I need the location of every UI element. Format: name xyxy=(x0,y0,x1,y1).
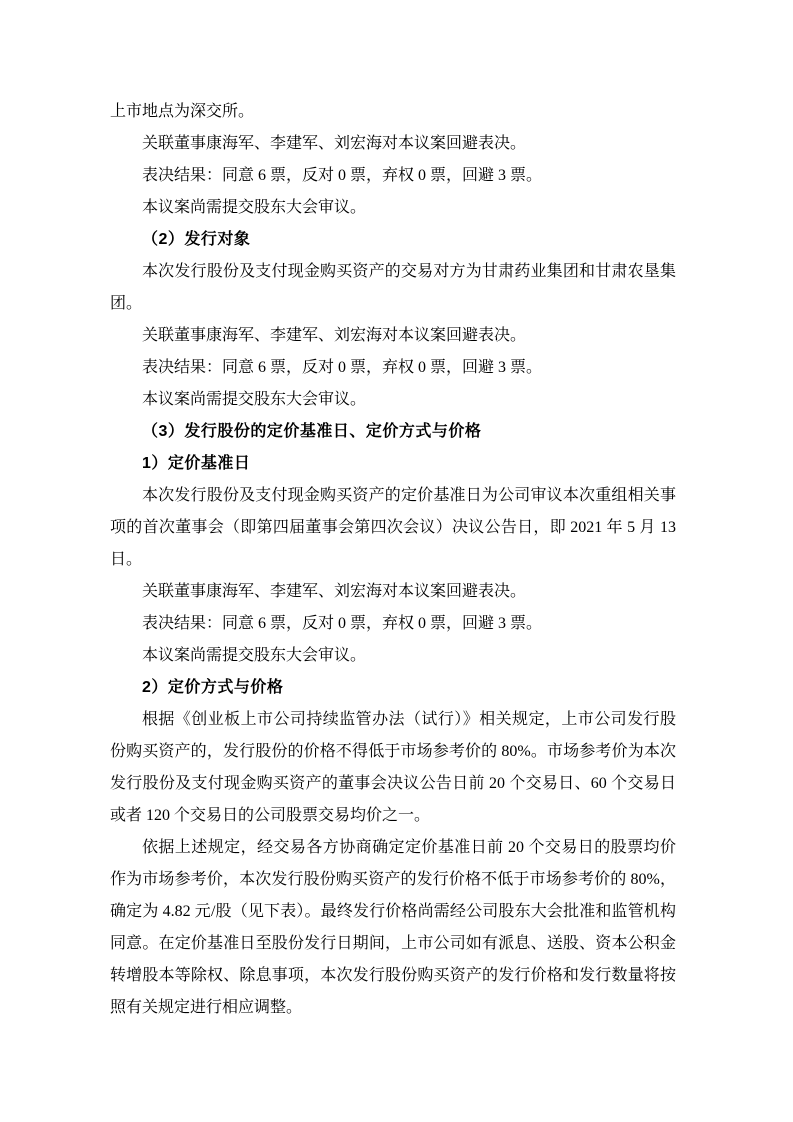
heading-pricing-method: 2）定价方式与价格 xyxy=(142,679,284,696)
para-pricing-base-date-detail: 本次发行股份及支付现金购买资产的定价基准日为公司审议本次重组相关事项的首次董事会（即第四届董事会第四次会议）决议公告日，即 2021 年 5 月 13 日。 xyxy=(110,487,676,568)
para-directors-abstention-3: 关联董事康海军、李建军、刘宏海对本议案回避表决。 xyxy=(142,583,527,600)
para-pricing-method-rules: 根据《创业板上市公司持续监管办法（试行）》相关规定，上市公司发行股份购买资产的，发行股份的价格不得低于市场参考价的 80%。市场参考价为本次发行股份及支付现金购买资产的董事会决议公告日前 20 个交易日、60 个交易日或者 120 个交易日的公司股票交易均价之一。 xyxy=(110,711,676,824)
para-issue-targets-detail: 本次发行股份及支付现金购买资产的交易对方为甘肃药业集团和甘肃农垦集团。 xyxy=(110,263,676,312)
heading-pricing-base-date: 1）定价基准日 xyxy=(142,455,251,472)
para-directors-abstention-1: 关联董事康海军、李建军、刘宏海对本议案回避表决。 xyxy=(142,135,527,152)
para-shareholder-meeting-review-1: 本议案尚需提交股东大会审议。 xyxy=(142,199,367,216)
para-shareholder-meeting-review-3: 本议案尚需提交股东大会审议。 xyxy=(142,647,367,664)
para-directors-abstention-2: 关联董事康海军、李建军、刘宏海对本议案回避表决。 xyxy=(142,327,527,344)
heading-issue-targets: （2）发行对象 xyxy=(142,231,251,248)
para-vote-result-3: 表决结果：同意 6 票，反对 0 票，弃权 0 票，回避 3 票。 xyxy=(142,615,543,632)
para-pricing-determination: 依据上述规定，经交易各方协商确定定价基准日前 20 个交易日的股票均价作为市场参考价，本次发行股份购买资产的发行价格不低于市场参考价的 80%，确定为 4.82 元/股（见下表）。最终发行价格尚需经公司股东大会批准和监管机构同意。在定价基准日至股份发行日期间，上市公司如有派息、送股、资本公积金转增股本等除权、除息事项，本次发行股份购买资产的发行价格和发行数量将按照有关规定进行相应调整。 xyxy=(110,839,676,1016)
para-vote-result-1: 表决结果：同意 6 票，反对 0 票，弃权 0 票，回避 3 票。 xyxy=(142,167,543,184)
para-vote-result-2: 表决结果：同意 6 票，反对 0 票，弃权 0 票，回避 3 票。 xyxy=(142,359,543,376)
para-listing-venue: 上市地点为深交所。 xyxy=(110,103,255,120)
document-body xyxy=(110,96,676,1024)
heading-pricing-section: （3）发行股份的定价基准日、定价方式与价格 xyxy=(142,423,482,440)
para-shareholder-meeting-review-2: 本议案尚需提交股东大会审议。 xyxy=(142,391,367,408)
